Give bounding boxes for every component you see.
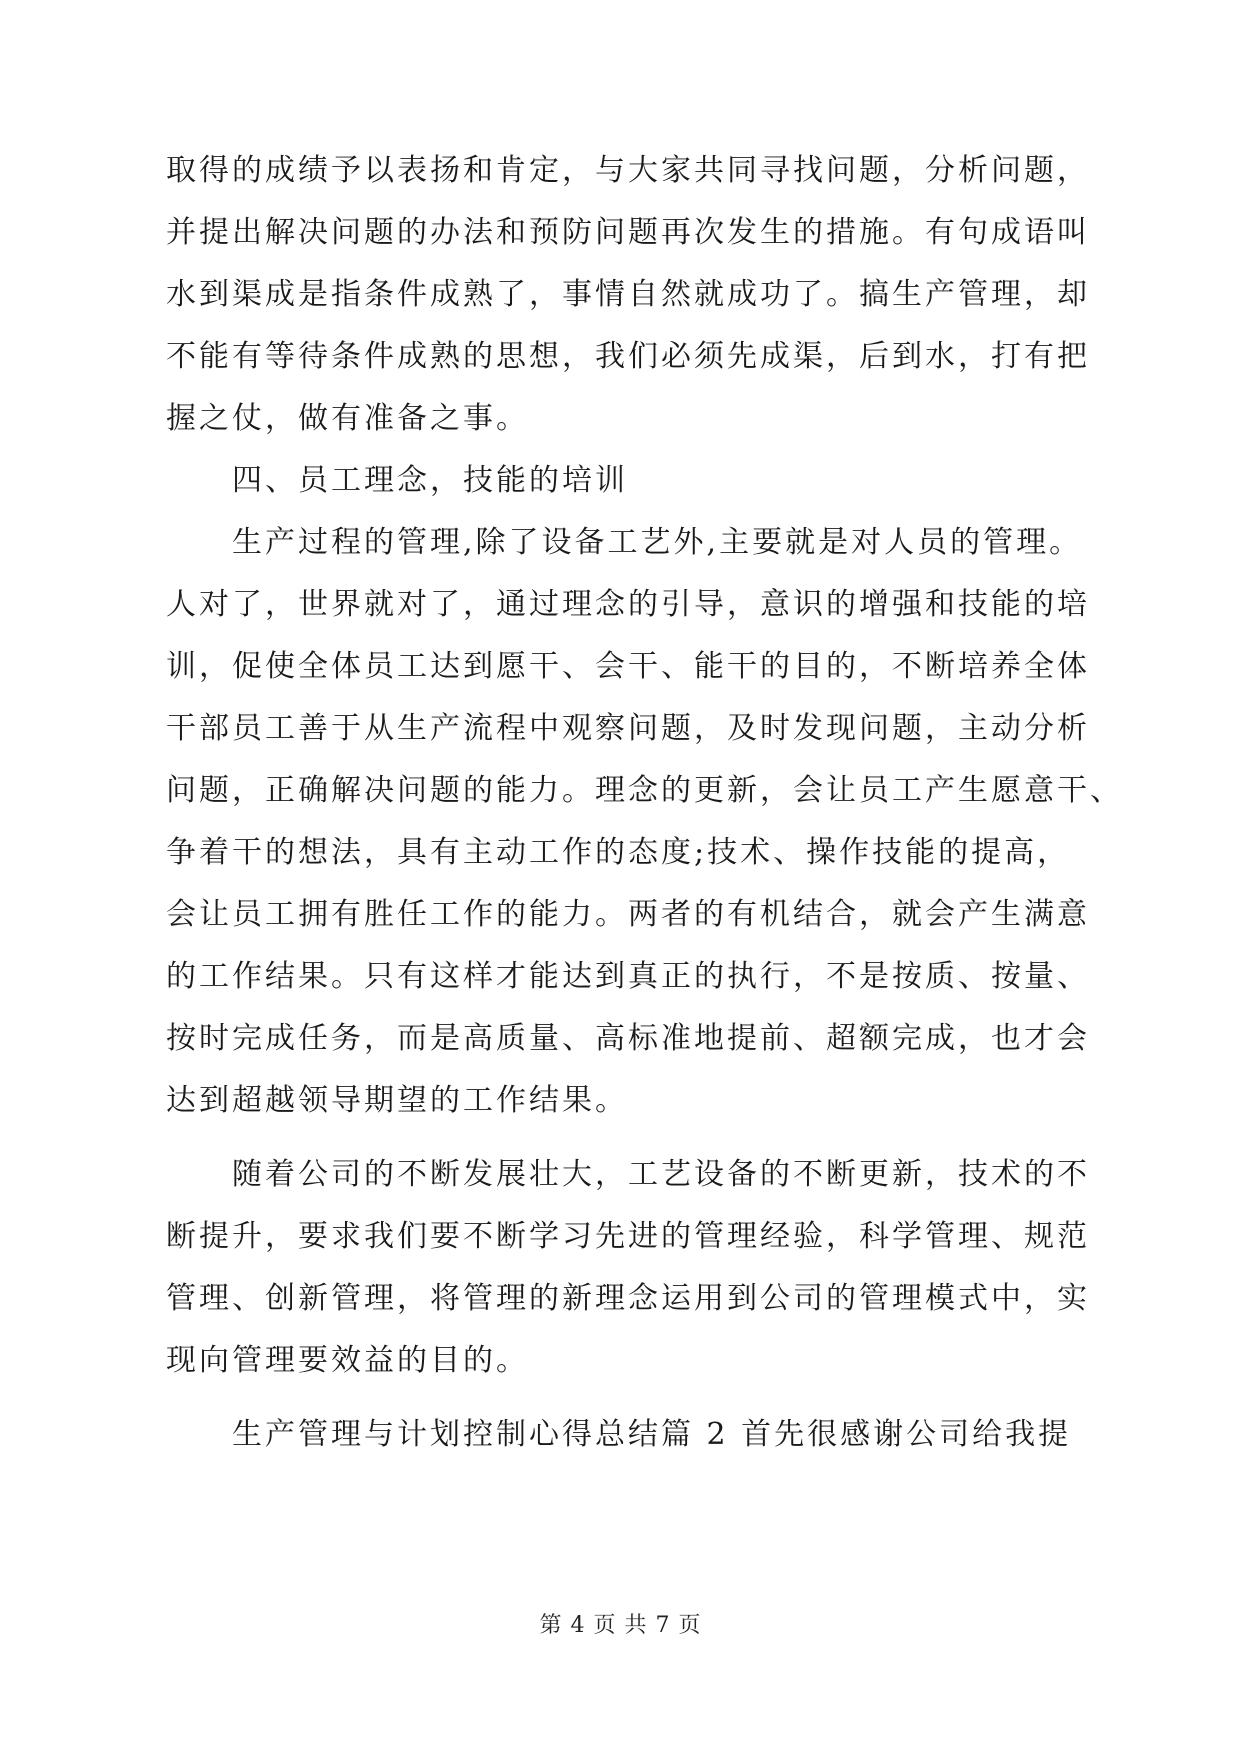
- body-line: 会让员工拥有胜任工作的能力。两者的有机结合，就会产生满意: [166, 897, 1090, 932]
- body-line: 并提出解决问题的办法和预防问题再次发生的措施。有句成语叫: [166, 215, 1090, 250]
- section-heading: 四、员工理念，技能的培训: [232, 463, 628, 498]
- body-line: 管理、创新管理，将管理的新理念运用到公司的管理模式中，实: [166, 1281, 1090, 1316]
- body-line: 随着公司的不断发展壮大，工艺设备的不断更新，技术的不: [232, 1157, 1090, 1192]
- body-line: 人对了，世界就对了，通过理念的引导，意识的增强和技能的培: [166, 587, 1090, 622]
- body-line: 取得的成绩予以表扬和肯定，与大家共同寻找问题，分析问题，: [166, 153, 1090, 188]
- body-line: 训，促使全体员工达到愿干、会干、能干的目的，不断培养全体: [166, 649, 1090, 684]
- body-line: 的工作结果。只有这样才能达到真正的执行，不是按质、按量、: [166, 959, 1090, 994]
- body-line: 干部员工善于从生产流程中观察问题，及时发现问题，主动分析: [166, 711, 1090, 746]
- body-line: 问题，正确解决问题的能力。理念的更新，会让员工产生愿意干、: [166, 773, 1123, 808]
- body-line: 生产管理与计划控制心得总结篇 2 首先很感谢公司给我提: [232, 1417, 1072, 1452]
- body-line: 水到渠成是指条件成熟了，事情自然就成功了。搞生产管理，却: [166, 277, 1090, 312]
- body-line: 现向管理要效益的目的。: [166, 1343, 529, 1378]
- page-footer: 第 4 页 共 7 页: [539, 1613, 702, 1638]
- body-line: 生产过程的管理,除了设备工艺外,主要就是对人员的管理。: [232, 525, 1083, 560]
- body-line: 达到超越领导期望的工作结果。: [166, 1083, 628, 1118]
- document-body: [166, 140, 1123, 1466]
- body-line: 按时完成任务，而是高质量、高标准地提前、超额完成，也才会: [166, 1021, 1090, 1056]
- body-line: 争着干的想法，具有主动工作的态度;技术、操作技能的提高，: [166, 835, 1071, 870]
- body-line: 握之仗，做有准备之事。: [166, 401, 529, 436]
- body-line: 不能有等待条件成熟的思想，我们必须先成渠，后到水，打有把: [166, 339, 1090, 374]
- body-line: 断提升，要求我们要不断学习先进的管理经验，科学管理、规范: [166, 1219, 1090, 1254]
